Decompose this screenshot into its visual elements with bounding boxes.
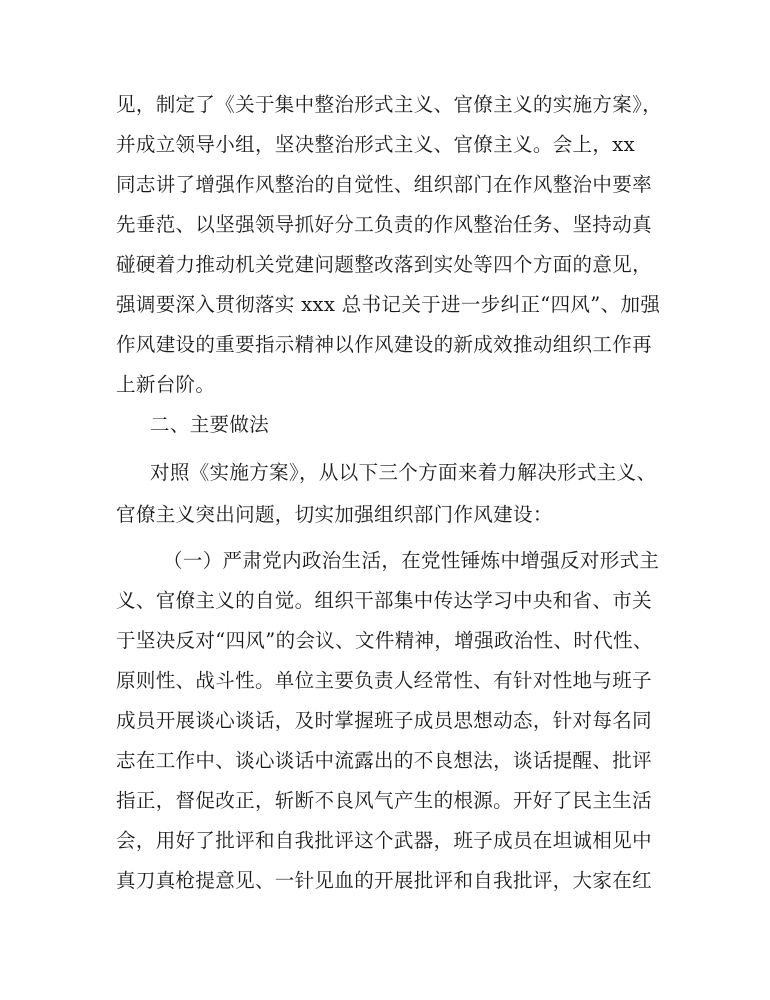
subsection-heading: （一）严肃党内政治生活，在党性锤炼中增强反对形式主 [163, 549, 660, 572]
text-line: 上新台阶。 [116, 373, 216, 396]
text-line: 先垂范、以坚强领导抓好分工负责的作风整治任务、坚持动真 [116, 213, 652, 236]
text-line: 真刀真枪提意见、一针见血的开展批评和自我批评，大家在红 [116, 869, 652, 892]
text-line: 对照《实施方案》，从以下三个方面来着力解决形式主义、 [150, 461, 657, 484]
text-line: 同志讲了增强作风整治的自觉性、组织部门在作风整治中要率 [116, 173, 652, 196]
text-line: 强调要深入贯彻落实 xxx 总书记关于进一步纠正“四风”、加强 [116, 293, 661, 316]
text-line: 指正，督促改正，斩断不良风气产生的根源。开好了民主生活 [116, 789, 652, 812]
text-line: 成员开展谈心谈话，及时掌握班子成员思想动态，针对每名同 [116, 709, 652, 732]
text-line: 会，用好了批评和自我批评这个武器，班子成员在坦诚相见中 [116, 829, 652, 852]
text-line: 原则性、战斗性。单位主要负责人经常性、有针对性地与班子 [116, 669, 652, 692]
text-line: 见，制定了《关于集中整治形式主义、官僚主义的实施方案》， [116, 93, 663, 116]
text-line: 志在工作中、谈心谈话中流露出的不良想法，谈话提醒、批评 [116, 749, 652, 772]
text-line: 并成立领导小组，坚决整治形式主义、官僚主义。会上，xx [116, 133, 635, 156]
text-line: 官僚主义突出问题，切实加强组织部门作风建设： [116, 503, 553, 526]
section-heading: 二、主要做法 [150, 413, 270, 436]
text-line: 碰硬着力推动机关党建问题整改落到实处等四个方面的意见， [116, 253, 652, 276]
text-line: 作风建设的重要指示精神以作风建设的新成效推动组织工作再 [116, 333, 652, 356]
text-line: 义、官僚主义的自觉。组织干部集中传达学习中央和省、市关 [116, 589, 652, 612]
text-line: 于坚决反对“四风”的会议、文件精神，增强政治性、时代性、 [116, 629, 653, 652]
